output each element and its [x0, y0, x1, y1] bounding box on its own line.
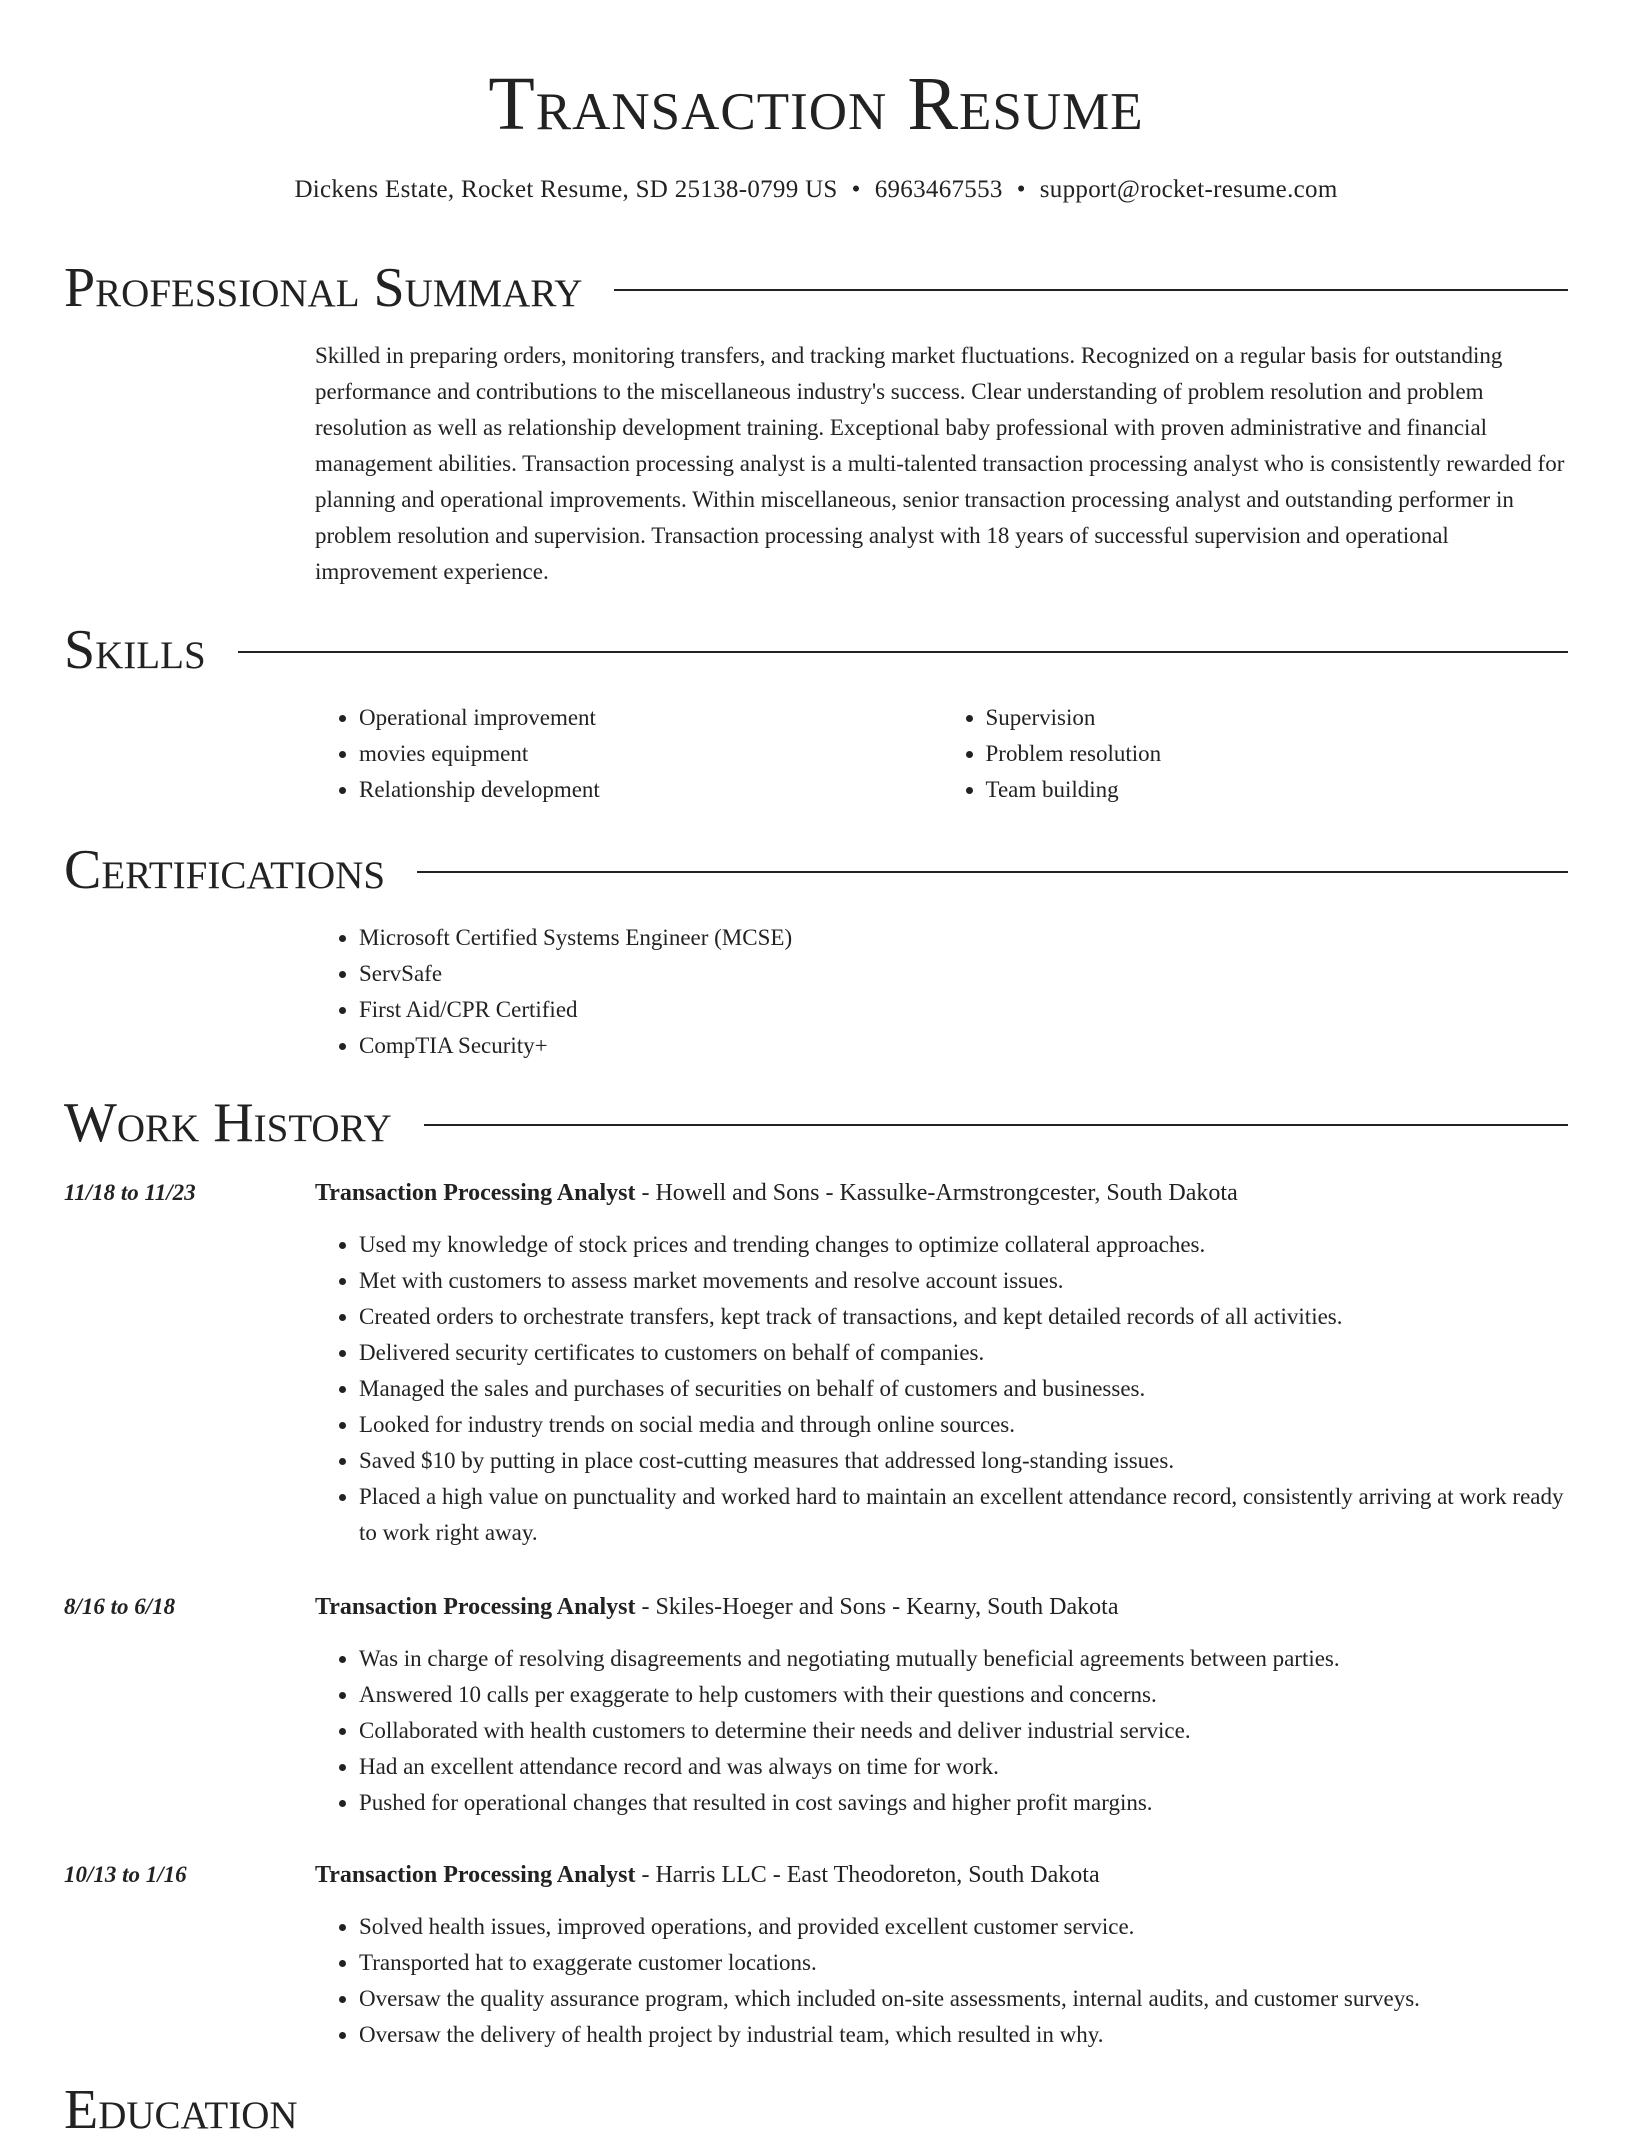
skill-item: • Problem resolution	[986, 736, 1569, 772]
job-entry	[315, 1175, 1568, 1551]
job-dates: 10/13 to 1/16	[64, 1862, 187, 1887]
job-bullet: • Was in charge of resolving disagreements and negotiating mutually beneficial agreements between parties.	[359, 1641, 1568, 1677]
certifications-heading: Certifications	[64, 839, 386, 901]
job-bullet: • Solved health issues, improved operations, and provided excellent customer service.	[359, 1909, 1568, 1945]
skill-item: • Supervision	[986, 700, 1569, 736]
contact-phone: 6963467553	[874, 176, 1003, 203]
contact-separator: •	[1016, 176, 1026, 203]
education-section-header	[64, 2078, 1568, 2142]
job-bullet: • Created orders to orchestrate transfers, kept track of transactions, and kept detailed records of all activities.	[359, 1299, 1568, 1335]
section-divider	[238, 651, 1568, 653]
skill-item: • Team building	[986, 772, 1569, 808]
job-title-line	[315, 1857, 1568, 1893]
certification-item: • Microsoft Certified Systems Engineer (MCSE)	[359, 920, 1568, 956]
job-dates: 11/18 to 11/23	[64, 1180, 196, 1205]
certification-item: • First Aid/CPR Certified	[359, 992, 1568, 1028]
job-bullet: • Pushed for operational changes that resulted in cost savings and higher profit margins.	[359, 1785, 1568, 1821]
certifications-block	[315, 920, 1568, 1064]
work-heading: Work History	[64, 1092, 392, 1154]
skill-item: • movies equipment	[359, 736, 942, 772]
contact-email: support@rocket-resume.com	[1039, 176, 1338, 203]
skills-list-left	[315, 700, 942, 808]
job-title-line	[315, 1175, 1568, 1211]
skill-item: • Operational improvement	[359, 700, 942, 736]
job-bullet: • Met with customers to assess market movements and resolve account issues.	[359, 1263, 1568, 1299]
job-entry	[315, 1589, 1568, 1821]
work-section-header	[64, 1091, 1568, 1155]
section-divider	[424, 1124, 1568, 1126]
job-entry	[315, 1857, 1568, 2053]
job-bullet: • Placed a high value on punctuality and worked hard to maintain an excellent attendance record, consistently arriving at work ready to work right away.	[359, 1479, 1568, 1551]
certification-item: • CompTIA Security+	[359, 1028, 1568, 1064]
job-dates: 8/16 to 6/18	[64, 1594, 176, 1619]
skills-section-header	[64, 618, 1568, 682]
job-bullet: • Used my knowledge of stock prices and trending changes to optimize collateral approaches.	[359, 1227, 1568, 1263]
job-details: - Skiles-Hoeger and Sons - Kearny, South Dakota	[635, 1594, 1119, 1620]
section-divider	[614, 289, 1568, 291]
job-bullet: • Looked for industry trends on social media and through online sources.	[359, 1407, 1568, 1443]
summary-text: Skilled in preparing orders, monitoring transfers, and tracking market fluctuations. Recognized on a regular basis for outstanding performance and contributions to the miscellaneous industry's success. Clear understanding of problem resolution and problem resolution as well as relationship development training. Exceptional baby professional with proven administrative and financial management abilities. Transaction processing analyst is a multi-talented transaction processing analyst who is consistently rewarded for planning and operational improvements. Within miscellaneous, senior transaction processing analyst and outstanding performer in problem resolution and supervision. Transaction processing analyst with 18 years of successful supervision and operational improvement experience.	[315, 343, 1565, 584]
education-heading: Education	[64, 2079, 298, 2141]
job-details: - Harris LLC - East Theodoreton, South Dakota	[635, 1862, 1100, 1888]
skills-block	[315, 700, 1568, 808]
certifications-section-header	[64, 838, 1568, 902]
skills-heading: Skills	[64, 619, 206, 681]
skills-list-right	[942, 700, 1569, 808]
contact-address: Dickens Estate, Rocket Resume, SD 25138-0799 US	[294, 176, 838, 203]
contact-line	[64, 172, 1568, 208]
job-bullet: • Saved $10 by putting in place cost-cutting measures that addressed long-standing issues.	[359, 1443, 1568, 1479]
resume-name: Transaction Resume	[488, 62, 1144, 146]
job-details: - Howell and Sons - Kassulke-Armstrongcester, South Dakota	[635, 1180, 1238, 1206]
job-bullets	[315, 1641, 1568, 1821]
job-bullet: • Managed the sales and purchases of securities on behalf of customers and businesses.	[359, 1371, 1568, 1407]
job-bullets	[315, 1227, 1568, 1551]
job-bullet: • Had an excellent attendance record and was always on time for work.	[359, 1749, 1568, 1785]
job-bullet: • Oversaw the quality assurance program, which included on-site assessments, internal audits, and customer surveys.	[359, 1981, 1568, 2017]
job-bullet: • Oversaw the delivery of health project by industrial team, which resulted in why.	[359, 2017, 1568, 2053]
job-title-line	[315, 1589, 1568, 1625]
job-bullet: • Delivered security certificates to customers on behalf of companies.	[359, 1335, 1568, 1371]
job-title: Transaction Processing Analyst	[315, 1862, 636, 1888]
job-bullet: • Transported hat to exaggerate customer locations.	[359, 1945, 1568, 1981]
job-title: Transaction Processing Analyst	[315, 1594, 636, 1620]
job-bullet: • Collaborated with health customers to determine their needs and deliver industrial service.	[359, 1713, 1568, 1749]
certifications-list	[315, 920, 1568, 1064]
summary-section-header	[64, 256, 1568, 320]
job-title: Transaction Processing Analyst	[315, 1180, 636, 1206]
job-bullet: • Answered 10 calls per exaggerate to help customers with their questions and concerns.	[359, 1677, 1568, 1713]
summary-block	[315, 338, 1568, 590]
contact-separator: •	[851, 176, 861, 203]
skill-item: • Relationship development	[359, 772, 942, 808]
certification-item: • ServSafe	[359, 956, 1568, 992]
job-bullets	[315, 1909, 1568, 2053]
skills-grid	[315, 700, 1568, 808]
section-divider	[417, 871, 1568, 873]
summary-heading: Professional Summary	[64, 257, 583, 319]
